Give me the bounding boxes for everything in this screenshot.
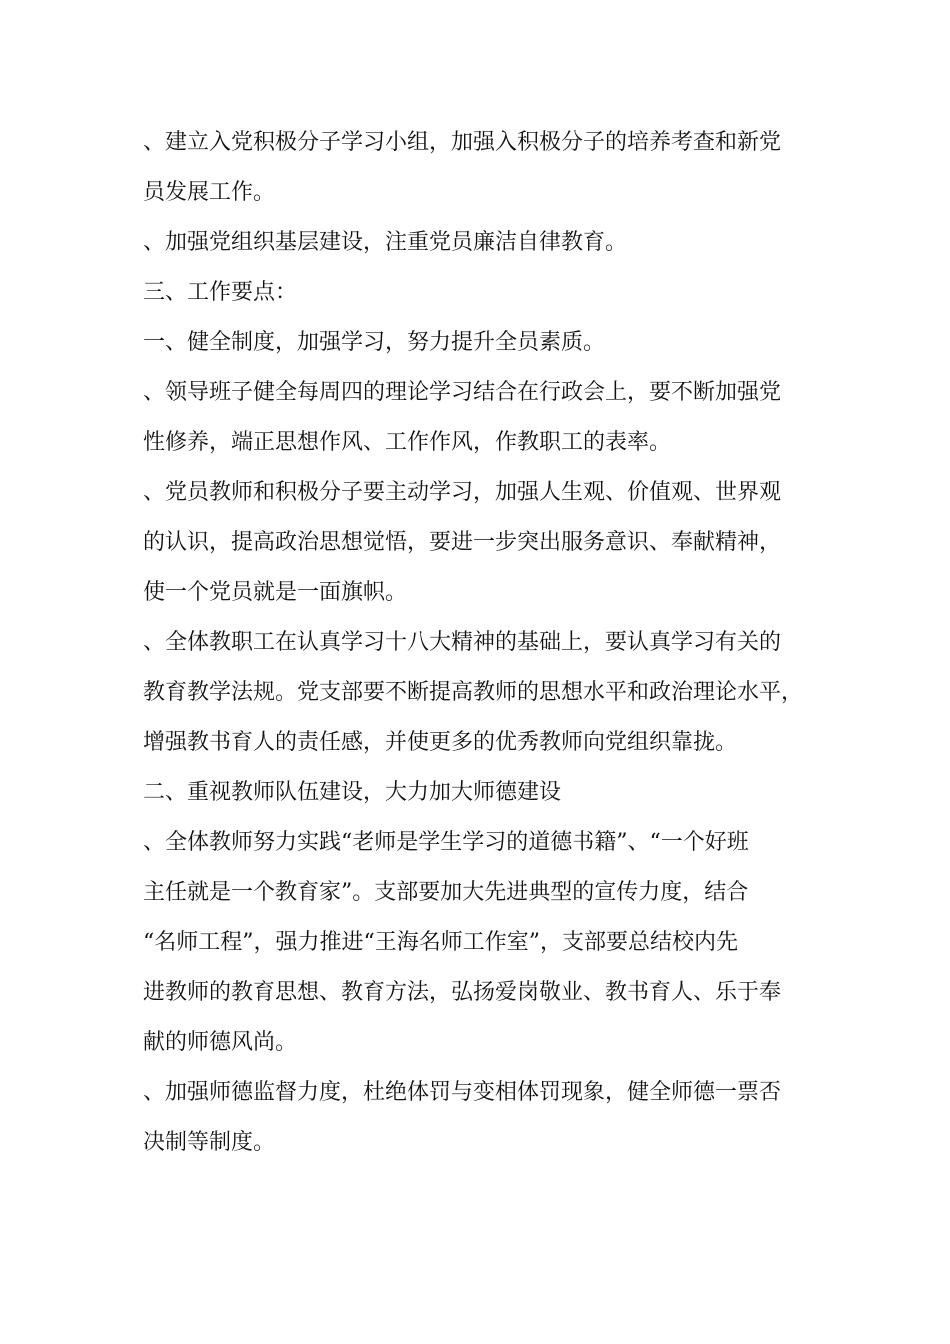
text-line: 员发展工作。 [143,180,276,205]
text-line: 、加强师德监督力度，杜绝体罚与变相体罚现象，健全师德一票否 [143,1080,782,1105]
text-line: “名师工程”，强力推进“王海名师工作室”，支部要总结校内先 [143,930,738,955]
text-line: 决制等制度。 [143,1130,276,1155]
text-line: 性修养，端正思想作风、工作作风，作教职工的表率。 [143,430,672,455]
document-body [143,118,823,1168]
text-line: 教育教学法规。党支部要不断提高教师的思想水平和政治理论水平， [143,680,804,705]
text-line: 的认识，提高政治思想觉悟，要进一步突出服务意识、奉献精神， [143,530,782,555]
text-line: 、全体教师努力实践“老师是学生学习的道德书籍”、“一个好班 [143,830,749,855]
subsection-heading: 一、健全制度，加强学习，努力提升全员素质。 [143,330,606,355]
text-line: 使一个党员就是一面旗帜。 [143,580,408,605]
subsection-heading: 二、重视教师队伍建设，大力加大师德建设 [143,780,562,805]
text-line: 、加强党组织基层建设，注重党员廉洁自律教育。 [143,230,628,255]
text-line: 、党员教师和积极分子要主动学习，加强人生观、价值观、世界观 [143,480,782,505]
text-line: 、全体教职工在认真学习十八大精神的基础上，要认真学习有关的 [143,630,782,655]
section-heading: 三、工作要点： [143,280,298,305]
text-line: 增强教书育人的责任感，并使更多的优秀教师向党组织靠拢。 [143,730,738,755]
text-line: 进教师的教育思想、教育方法，弘扬爱岗敬业、教书育人、乐于奉 [143,980,782,1005]
text-line: 献的师德风尚。 [143,1030,298,1055]
text-line: 、建立入党积极分子学习小组，加强入积极分子的培养考查和新党 [143,130,782,155]
text-line: 、领导班子健全每周四的理论学习结合在行政会上，要不断加强党 [143,380,782,405]
text-line: 主任就是一个教育家”。支部要加大先进典型的宣传力度，结合 [143,880,749,905]
